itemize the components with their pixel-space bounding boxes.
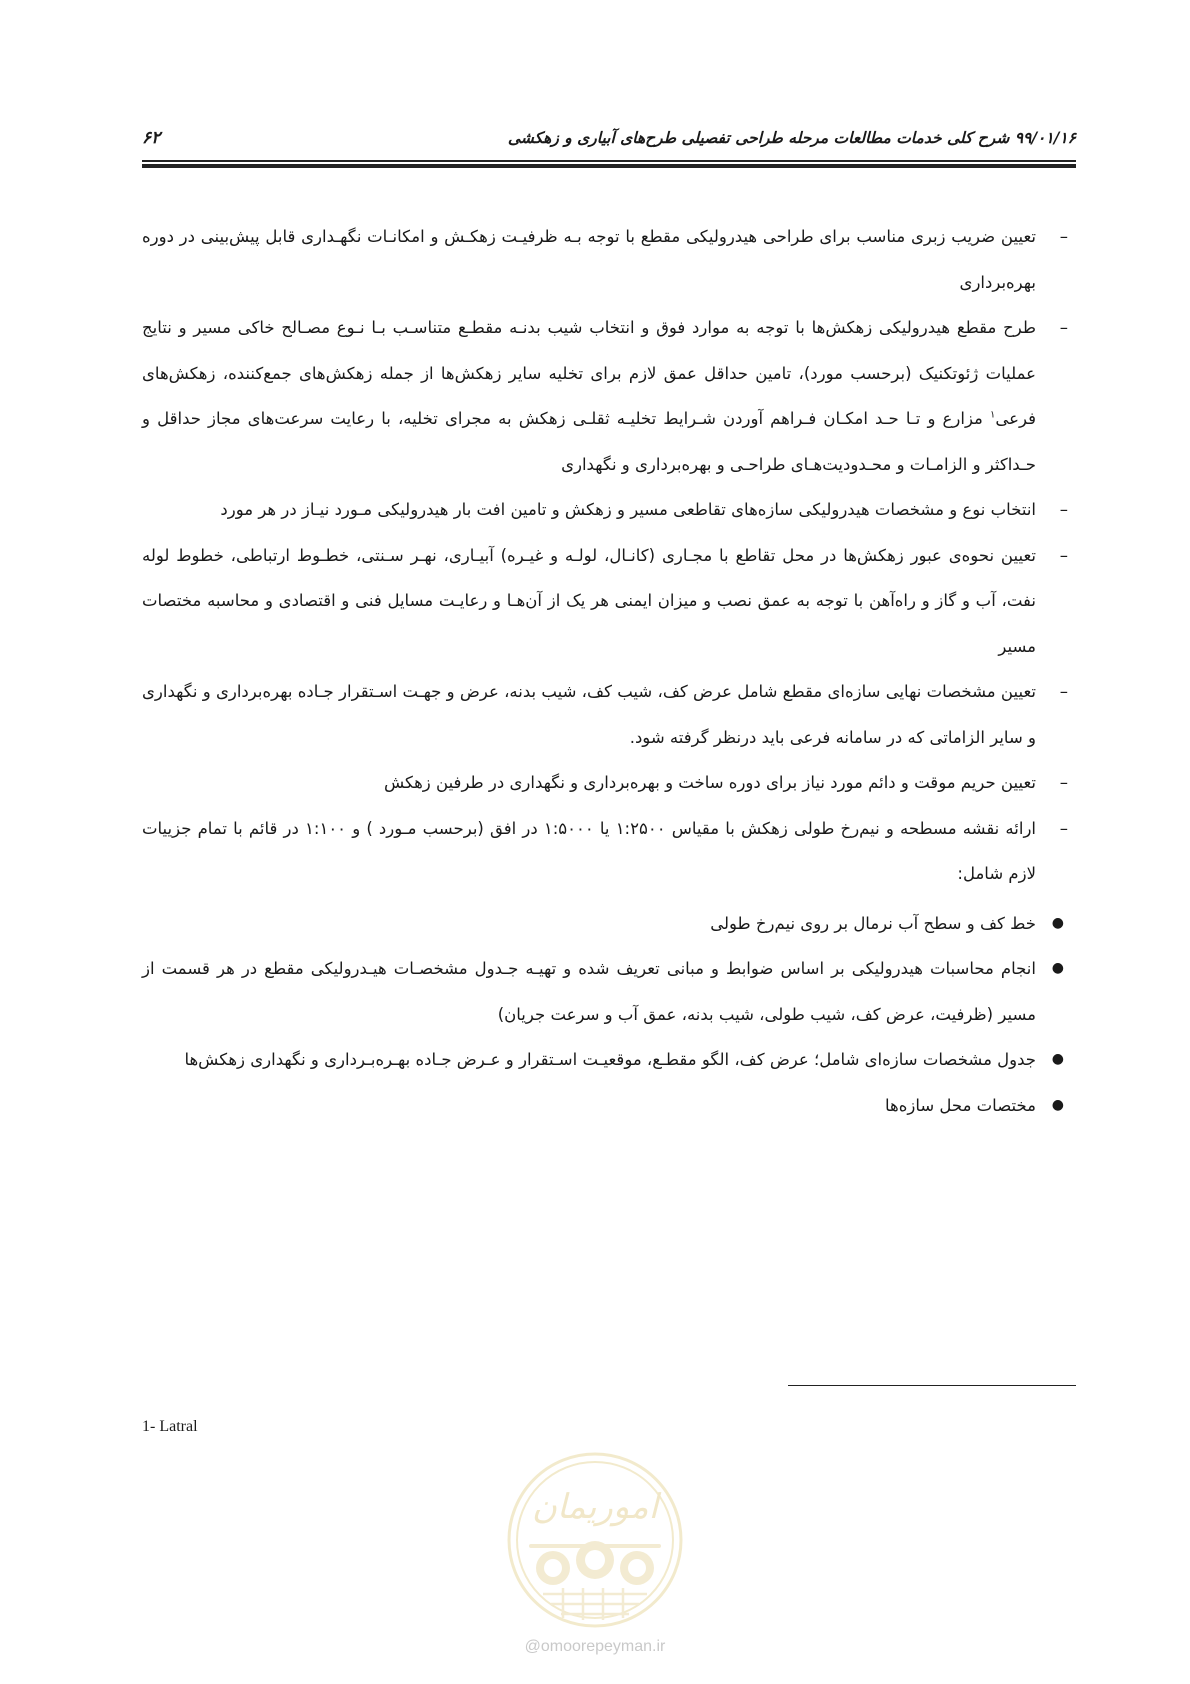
dash-item [142, 669, 1068, 760]
dash-marker: – [1059, 227, 1068, 246]
dash-item [142, 214, 1068, 305]
dash-marker: – [1059, 318, 1068, 337]
dash-marker: – [1059, 818, 1068, 838]
watermark-url: @omoorepeyman.ir [524, 1638, 666, 1655]
bullet-marker: ● [1051, 1051, 1064, 1067]
header-rule-thin [142, 160, 1076, 162]
bullet-marker: ● [1051, 960, 1064, 976]
dash-item-text: تعیین مشخصات نهایی سازه‌ای مقطع شامل عرض کف، شیب کف، شیب بدنه، عرض و جهـت اسـتقرار جـاده بهره‌برداری و نگهداری و سایر الزاماتی که در سامانه فرعی باید درنظر گرفته شود. [142, 682, 1036, 747]
bullet-item [142, 1083, 1068, 1129]
bullet-item-text: جدول مشخصات سازه‌ای شامل؛ عرض کف، الگو مقطـع، موقعیـت اسـتقرار و عـرض جـاده بهـره‌بـرداری و نگهداری زهکش‌ها [184, 1050, 1036, 1069]
bullet-item [142, 901, 1068, 947]
page-number: ۶۲ [142, 128, 161, 148]
header-rule-thick [142, 164, 1076, 168]
bullet-item-text: مختصات محل سازه‌ها [884, 1095, 1036, 1115]
bullet-marker: ● [1051, 1096, 1064, 1113]
bullet-item-text: خط کف و سطح آب نرمال بر روی نیم‌رخ طولی [710, 913, 1036, 933]
dash-item-text: انتخاب نوع و مشخصات هیدرولیکی سازه‌های تقاطعی مسیر و زهکش و تامین افت بار هیدرولیکی مـورد نیـاز در هر مورد [220, 500, 1036, 519]
dash-item-text: ارائه نقشه مسطحه و نیم‌رخ طولی زهکش با مقیاس ۱:۲۵۰۰ یا ۱:۵۰۰۰ در افق (برحسب مـورد ) و ۱:۱۰۰ در قائم با تمام جزییات لازم شامل: [142, 818, 1036, 883]
bullet-item-text: انجام محاسبات هیدرولیکی بر اساس ضوابط و مبانی تعریف شده و تهیـه جـدول مشخصـات هیـدرولیکی مقطع در هر قسمت از مسیر (ظرفیت، عرض کف، شیب طولی، شیب بدنه، عمق آب و سرعت جریان) [142, 959, 1036, 1024]
dash-item [142, 487, 1068, 533]
footnote-separator [788, 1385, 1076, 1386]
dash-item-text: تعیین نحوه‌ی عبور زهکش‌ها در محل تقاطع با مجـاری (کانـال، لولـه و غیـره) آبیـاری، نهـر سـنتی، خطـوط ارتباطی، خطوط لوله نفت، آب و گاز و راه‌آهن با توجه به عمق نصب و میزان ایمنی هر یک از آن‌هـا و رعایـت مسایل فنی و اقتصادی و محاسبه مختصات مسیر [142, 545, 1036, 656]
dash-marker: – [1059, 682, 1068, 701]
dash-item-text: تعیین ضریب زبری مناسب برای طراحی هیدرولیکی مقطع با توجه بـه ظرفیـت زهکـش و امکانـات نگهـداری قابل پیش‌بینی در دوره بهره‌برداری [142, 227, 1036, 292]
dash-marker: – [1059, 500, 1068, 519]
dash-list [142, 214, 1068, 897]
running-header [142, 128, 1076, 156]
bullet-item [142, 946, 1068, 1037]
dash-marker: – [1059, 545, 1068, 565]
dash-item [142, 806, 1068, 897]
dash-item-text-continued: مزارع و تـا حـد امکـان فـراهم آوردن شـرایط تخلیـه ثقلـی زهکش به مجرای تخلیه، با رعایت سرعت‌های مجاز حداقل و حـداکثر و الزامـات و محـدودیت‌هـای طراحـی و بهره‌برداری و نگهداری [142, 409, 1036, 474]
dash-marker: – [1059, 773, 1068, 792]
dash-item [142, 760, 1068, 806]
dash-item-text: طرح مقطع هیدرولیکی زهکش‌ها با توجه به موارد فوق و انتخاب شیب بدنـه مقطـع متناسـب بـا نـوع مصـالح خاکی مسیر و نتایج عملیات ژئوتکنیک (برحسب مورد)، تامین حداقل عمق لازم برای تخلیه سایر زهکش‌ها از جمله زهکش‌های جمع‌کننده، زهکش‌های فرعی [142, 318, 1036, 428]
footnote-reference: ۱ [990, 409, 996, 421]
main-content [142, 214, 1068, 1128]
bullet-item [142, 1037, 1068, 1083]
dash-item [142, 305, 1068, 487]
dash-item [142, 533, 1068, 670]
dash-item-text: تعیین حریم موقت و دائم مورد نیاز برای دوره ساخت و بهره‌برداری و نگهداری در طرفین زهکش [383, 773, 1036, 792]
header-title: ۹۹/۰۱/۱۶ شرح کلی خدمات مطالعات مرحله طراحی تفصیلی طرح‌های آبیاری و زهکشی [507, 128, 1076, 147]
bullet-marker: ● [1051, 914, 1064, 931]
footnote: 1- Latral [142, 1418, 198, 1435]
svg-text:اموریمان: اموریمان [531, 1487, 659, 1527]
bullet-list [142, 901, 1068, 1129]
watermark-logo-icon [503, 1448, 687, 1632]
